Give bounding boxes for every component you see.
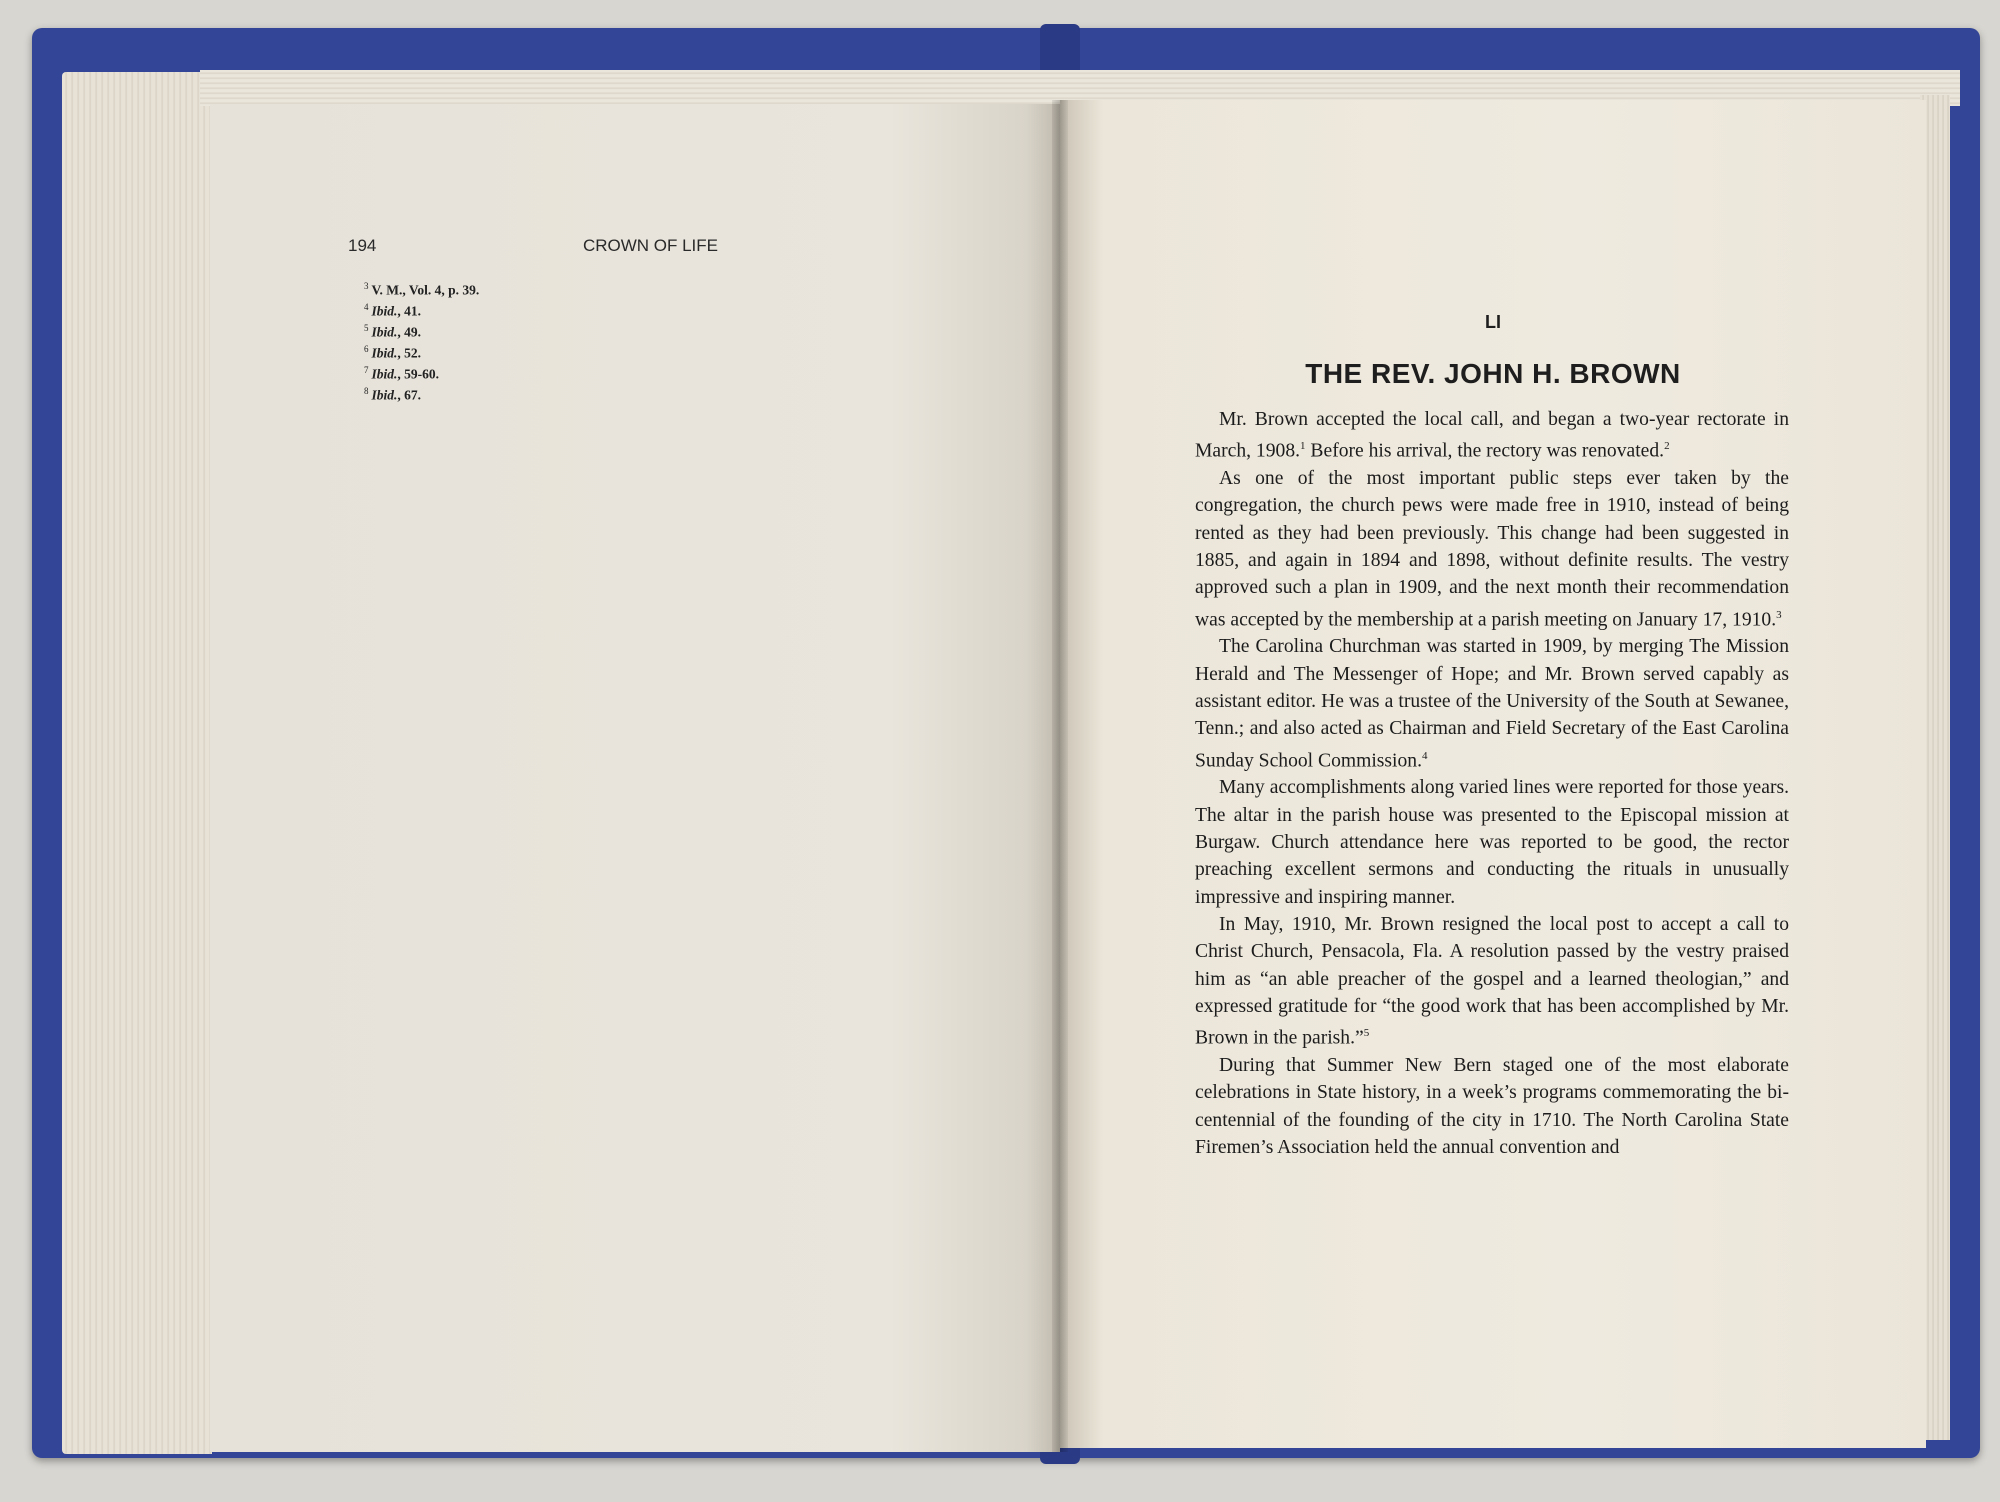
left-page [210, 104, 1060, 1452]
footnote: $^8$ Ibid., 67. [364, 386, 422, 403]
paragraph: Many accomplishments along varied lines were reported for those years. The altar in the parish house was presented to the Episcopal mission at Burgaw. Church attendance here was reported to be good, the rector preaching excellent sermons and conducting the rituals in unusually impressive and inspiring manner. [1195, 777, 1789, 908]
footnote: $^4$ Ibid., 41. [364, 302, 422, 319]
footnotes [364, 278, 479, 404]
running-head [348, 236, 718, 256]
chapter-number: LI [1485, 312, 1501, 332]
paragraph: The Carolina Churchman was started in 1909, by merging The Mission Herald and The Messenger of Hope; and Mr. Brown served capably as assistant editor. He was a trustee of the University of the South at Sewanee, Tenn.; and also acted as Chairman and Field Secretary of the East Carolina Sunday School Commission.$^4$ [1195, 636, 1789, 772]
page-edges-left [62, 72, 212, 1454]
footnote: $^6$ Ibid., 52. [364, 344, 422, 361]
chapter-body [1195, 406, 1789, 1161]
paragraph: During that Summer New Bern staged one of the most elaborate celebrations in State history, in a week’s programs commemorating the bi-centennial of the founding of the city in 1710. The North Carolina State Firemen’s Association held the annual convention and [1195, 1054, 1789, 1158]
footnote: $^5$ Ibid., 49. [364, 323, 422, 340]
paragraph: In May, 1910, Mr. Brown resigned the local post to accept a call to Christ Church, Pensacola, Fla. A resolution passed by the vestry praised him as “an able preacher of the gospel and a learned theologian,” and expressed gratitude for “the good work that has been accomplished by Mr. Brown in the parish.”$^5$ [1195, 913, 1789, 1049]
running-title: CROWN OF LIFE [582, 236, 718, 255]
paragraph: As one of the most important public steps ever taken by the congregation, the church pews were made free in 1910, instead of being rented as they had been previously. This change had been suggested in 1885, and again in 1894 and 1898, without definite results. The vestry approved such a plan in 1909, and the next month their recommendation was accepted by the membership at a parish meeting on January 17, 1910.$^3$ [1195, 468, 1789, 631]
page-number: 194 [348, 236, 377, 255]
paragraph: Mr. Brown accepted the local call, and began a two-year rectorate in March, 1908.$^1$ Before his arrival, the rectory was renovated.$^2$ [1195, 409, 1789, 462]
footnote: $^7$ Ibid., 59-60. [364, 365, 440, 382]
footnote: $^3$ V. M., Vol. 4, p. 39. [364, 281, 480, 298]
book-gutter [1052, 100, 1068, 1452]
chapter-title: THE REV. JOHN H. BROWN [1305, 358, 1681, 389]
